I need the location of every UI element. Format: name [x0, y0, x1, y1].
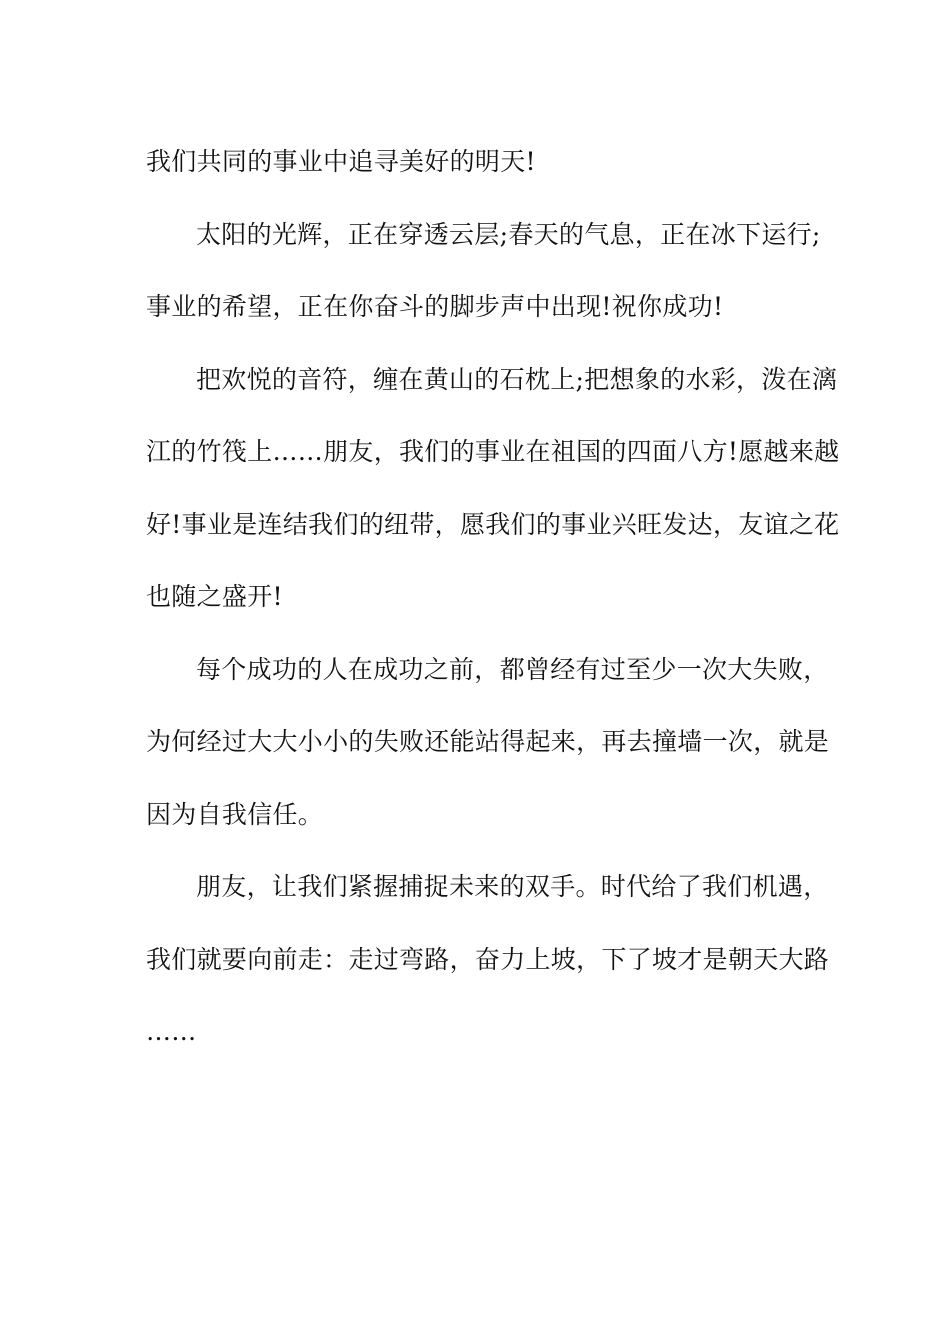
document-body	[146, 126, 840, 1069]
text-line: 把欢悦的音符，缠在黄山的石枕上;把想象的水彩，泼在漓	[196, 364, 838, 394]
text-line: 为何经过大大小小的失败还能站得起来，再去撞墙一次，就是	[146, 727, 830, 756]
text-line: 因为自我信任。	[146, 799, 324, 829]
text-line: ……	[146, 1017, 197, 1046]
paragraph-3	[146, 344, 840, 634]
text-line: 我们就要向前走：走过弯路，奋力上坡，下了坡才是朝天大路	[146, 944, 830, 974]
paragraph-2	[146, 199, 821, 344]
text-line: 朋友，让我们紧握捕捉未来的双手。时代给了我们机遇，	[196, 872, 829, 901]
text-line: 我们共同的事业中追寻美好的明天!	[146, 147, 536, 176]
text-line: 事业的希望，正在你奋斗的脚步声中出现!祝你成功!	[146, 292, 724, 321]
text-line: 每个成功的人在成功之前，都曾经有过至少一次大失败，	[196, 654, 829, 684]
text-line: 太阳的光辉，正在穿透云层;春天的气息，正在冰下运行;	[196, 219, 821, 249]
paragraph-4	[146, 634, 830, 852]
paragraph-5	[146, 851, 830, 1069]
text-line: 也随之盛开!	[146, 582, 283, 611]
paragraph-1	[146, 126, 808, 199]
text-line: 江的竹筏上……朋友，我们的事业在祖国的四面八方!愿越来越	[146, 437, 840, 466]
text-line: 好!事业是连结我们的纽带，愿我们的事业兴旺发达，友谊之花	[146, 509, 840, 539]
